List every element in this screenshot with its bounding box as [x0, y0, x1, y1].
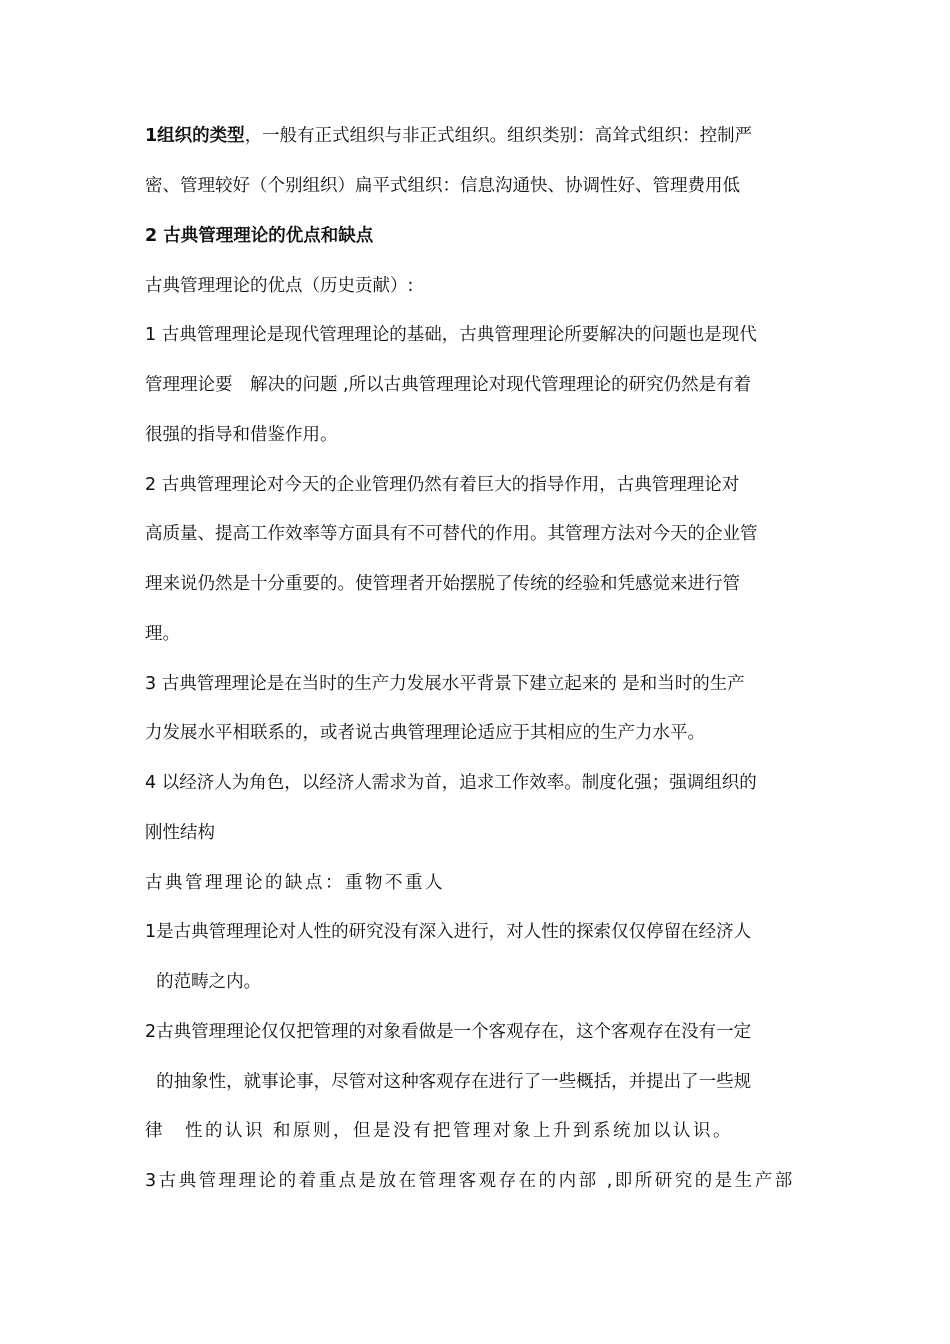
advantage-2-line-1: 2 古典管理理论对今天的企业管理仍然有着巨大的指导作用，古典管理理论对 — [145, 475, 740, 495]
advantage-1-line-2: 管理理论要 解决的问题 ,所以古典管理理论对现代管理理论的研究仍然是有着 — [145, 375, 752, 395]
advantage-4-line-2: 刚性结构 — [145, 823, 215, 843]
disadvantage-1-line-1: 1是古典管理理论对人性的研究没有深入进行，对人性的探索仅仅停留在经济人 — [145, 922, 752, 942]
advantage-2-line-2: 高质量、提高工作效率等方面具有不可替代的作用。其管理方法对今天的企业管 — [145, 524, 758, 544]
section1-text: ，一般有正式组织与非正式组织。组织类别：高耸式组织：控制严 — [244, 126, 753, 146]
advantage-2-line-4: 理。 — [145, 624, 180, 644]
disadvantage-2-line-2: 的抽象性，就事论事，尽管对这种客观存在进行了一些概括，并提出了一些规 — [145, 1072, 752, 1092]
disadvantage-3-line-1: 3古典管理理论的着重点是放在管理客观存在的内部 ,即所研究的是生产部 — [145, 1171, 795, 1191]
advantage-1-line-1: 1 古典管理理论是现代管理理论的基础，古典管理理论所要解决的问题也是现代 — [145, 325, 757, 345]
section1-line1 — [145, 124, 825, 148]
section2-heading: 2 古典管理理论的优点和缺点 — [145, 226, 374, 246]
advantage-2-line-3: 理来说仍然是十分重要的。使管理者开始摆脱了传统的经验和凭感觉来进行管 — [145, 574, 740, 594]
section1-heading: 1组织的类型 — [145, 126, 245, 146]
disadvantage-1-line-2: 的范畴之内。 — [145, 972, 262, 992]
advantage-4-line-1: 4 以经济人为角色，以经济人需求为首，追求工作效率。制度化强；强调组织的 — [145, 773, 757, 793]
disadvantage-2-line-1: 2古典管理理论仅仅把管理的对象看做是一个客观存在，这个客观存在没有一定 — [145, 1022, 752, 1042]
advantage-3-line-1: 3 古典管理理论是在当时的生产力发展水平背景下建立起来的 是和当时的生产 — [145, 674, 745, 694]
advantages-title: 古典管理理论的优点（历史贡献）: — [145, 276, 414, 296]
advantage-1-line-3: 很强的指导和借鉴作用。 — [145, 425, 338, 445]
section1-line2: 密、管理较好（个别组织）扁平式组织：信息沟通快、协调性好、管理费用低 — [145, 176, 740, 196]
advantage-3-line-2: 力发展水平相联系的，或者说古典管理理论适应于其相应的生产力水平。 — [145, 723, 705, 743]
disadvantage-2-line-3: 律 性的认识 和原则，但是没有把管理对象上升到系统加以认识。 — [145, 1121, 734, 1141]
disadvantages-title: 古典管理理论的缺点：重物不重人 — [145, 873, 445, 893]
